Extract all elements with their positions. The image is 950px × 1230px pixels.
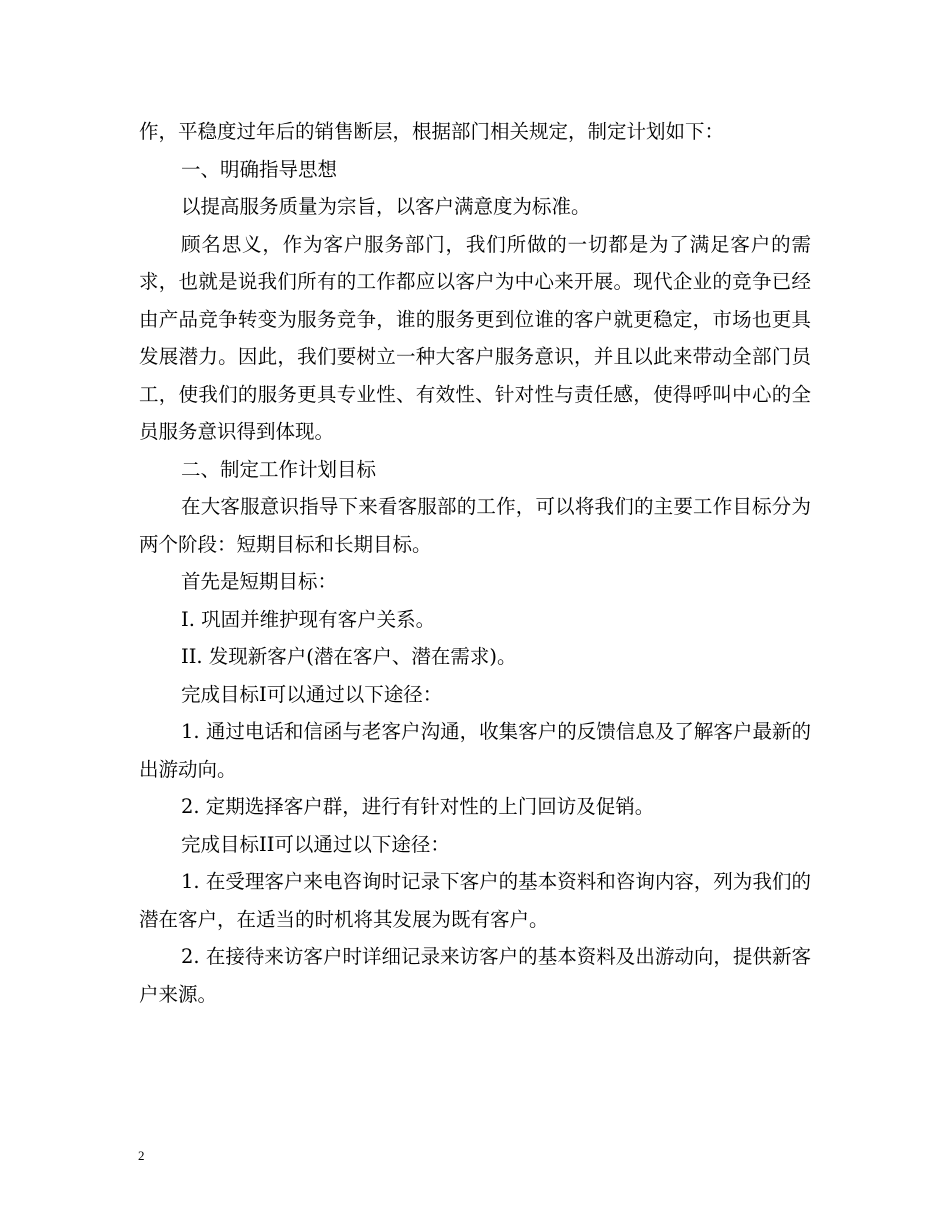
list-item-goal-1-means-2: 2. 定期选择客户群，进行有针对性的上门回访及促销。: [181, 795, 655, 818]
paragraph-short-term-intro: 首先是短期目标：: [181, 570, 338, 593]
list-item-goal-2-means-2: 2. 在接待来访客户时详细记录来访客户的基本资料及出游动向，提供新客户来源。: [139, 945, 811, 1006]
paragraph-goal-2-means: 完成目标II可以通过以下途径：: [181, 832, 450, 856]
document-body: [139, 113, 811, 1013]
page-number: 2: [138, 1148, 145, 1163]
list-item-goal-2-means-1: 1. 在受理客户来电咨询时记录下客户的基本资料和咨询内容，列为我们的潜在客户，在适当的时机将其发展为既有客户。: [139, 870, 811, 931]
list-item-goal-2: II. 发现新客户(潜在客户、潜在需求)。: [181, 645, 517, 668]
paragraph-service-philosophy: 顾名思义，作为客户服务部门，我们所做的一切都是为了满足客户的需求，也就是说我们所有的工作都应以客户为中心来开展。现代企业的竞争已经由产品竞争转变为服务竞争，谁的服务更到位谁的客户就更稳定，市场也更具发展潜力。因此，我们要树立一种大客户服务意识，并且以此来带动全部门员工，使我们的服务更具专业性、有效性、针对性与责任感，使得呼叫中心的全员服务意识得到体现。: [139, 232, 811, 443]
heading-guiding-thought: 一、明确指导思想: [181, 157, 338, 181]
list-item-goal-1: I. 巩固并维护现有客户关系。: [181, 607, 436, 631]
paragraph-goal-stages: 在大客服意识指导下来看客服部的工作，可以将我们的主要工作目标分为两个阶段：短期目标和长期目标。: [139, 495, 811, 556]
paragraph-purpose: 以提高服务质量为宗旨，以客户满意度为标准。: [181, 195, 591, 218]
list-item-goal-1-means-1: 1. 通过电话和信函与老客户沟通，收集客户的反馈信息及了解客户最新的出游动向。: [139, 720, 811, 781]
heading-work-plan-goals: 二、制定工作计划目标: [181, 457, 377, 481]
paragraph-goal-1-means: 完成目标I可以通过以下途径：: [181, 682, 443, 706]
paragraph-continuation: 作，平稳度过年后的销售断层，根据部门相关规定，制定计划如下：: [139, 120, 725, 143]
